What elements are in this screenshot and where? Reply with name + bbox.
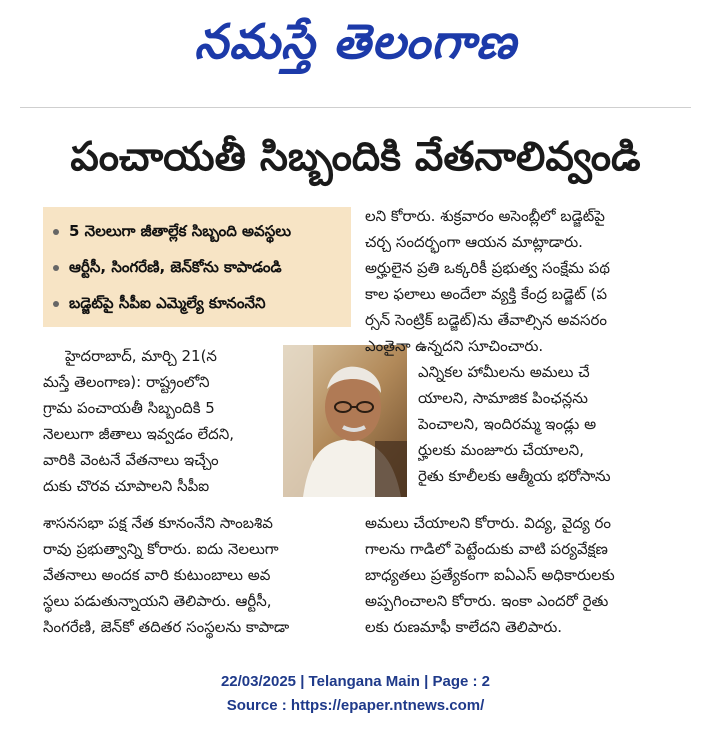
body-line: గాలను గాడిలో పెట్టేందుకు వాటి పర్యవేక్షణ	[365, 540, 608, 558]
masthead-logo: నమస్తే తెలంగాణ	[194, 14, 517, 70]
body-line: రైతు కూలీలకు ఆత్మీయ భరోసాను	[418, 467, 611, 485]
body-line: స్థలు పడుతున్నాయని తెలిపారు. ఆర్టీసీ,	[43, 592, 272, 610]
highlights-box	[43, 207, 351, 327]
body-line: రావు ప్రభుత్వాన్ని కోరారు. ఐదు నెలలుగా	[43, 540, 279, 558]
highlight-item	[53, 215, 351, 247]
body-line: లని కోరారు. శుక్రవారం అసెంబ్లీలో బడ్జెట్‌పై	[365, 207, 605, 225]
body-line: ఎన్నికల హామీలను అమలు చే	[418, 363, 590, 381]
highlight-item	[53, 251, 351, 283]
body-line: గ్రామ పంచాయతీ సిబ్బందికి 5	[43, 399, 215, 417]
body-line: నెలలుగా జీతాలు ఇవ్వడం లేదని,	[43, 425, 235, 443]
body-line: వేతనాలు అందక వారి కుటుంబాలు అవ	[43, 566, 271, 584]
body-line: ఎంతైనా ఉన్నదని సూచించారు.	[365, 337, 544, 355]
highlight-text: 5 నెలలుగా జీతాల్లేక సిబ్బంది అవస్థలు	[69, 222, 292, 240]
body-line: కాల ఫలాలు అందేలా వ్యక్తి కేంద్ర బడ్జెట్ (ప	[365, 285, 608, 303]
footer-source: Source : https://epaper.ntnews.com/	[226, 697, 485, 714]
body-line: ర్సన్ సెంట్రిక్ బడ్జెట్)ను తేవాల్సిన అవసరం	[365, 311, 608, 329]
legislator-photo	[283, 345, 407, 497]
body-line: అప్పగించాలని కోరారు. ఇంకా ఎందరో రైతు	[365, 592, 609, 610]
highlight-text: బడ్జెట్‌పై సీపీఐ ఎమ్మెల్యే కూనంనేని	[69, 294, 266, 312]
bullet-icon	[53, 265, 59, 271]
body-line: యాలని, సామాజిక పింఛన్లను	[418, 389, 588, 407]
body-line: సింగరేణి, జెన్‌కో తదితర సంస్థలను కాపాడా	[43, 618, 290, 636]
body-line: దుకు చొరవ చూపాలని సీపీఐ	[43, 477, 210, 495]
masthead-divider	[20, 107, 691, 108]
body-line: మస్తే తెలంగాణ): రాష్ట్రంలోని	[43, 373, 210, 391]
body-line: బాధ్యతలు ప్రత్యేకంగా ఐఏఎస్ అధికారులకు	[365, 566, 615, 584]
body-line: శాసనసభా పక్ష నేత కూనంనేని సాంబశివ	[43, 514, 273, 532]
body-line: వారికి వెంటనే వేతనాలు ఇచ్చేం	[43, 451, 219, 469]
footer-date-page: 22/03/2025 | Telangana Main | Page : 2	[220, 673, 491, 690]
body-line: చర్చ సందర్భంగా ఆయన మాట్లాడారు.	[365, 233, 583, 251]
article-headline: పంచాయతీ సిబ్బందికి వేతనాలివ్వండి	[70, 134, 641, 180]
highlight-item	[53, 287, 351, 319]
body-line: పెంచాలని, ఇందిరమ్మ ఇండ్లు అ	[418, 415, 597, 433]
highlight-text: ఆర్టీసీ, సింగరేణి, జెన్‌కోను కాపాడండి	[69, 258, 282, 276]
body-line: లకు రుణమాఫీ కాలేదని తెలిపారు.	[365, 618, 563, 636]
body-line: ర్హులకు మంజూరు చేయాలని,	[418, 441, 584, 459]
body-line: అమలు చేయాలని కోరారు. విద్య, వైద్య రం	[365, 514, 612, 532]
body-line: అర్హులైన ప్రతి ఒక్కరికీ ప్రభుత్వ సంక్షేమ పథ	[365, 259, 610, 277]
bullet-icon	[53, 301, 59, 307]
bullet-icon	[53, 229, 59, 235]
body-line: హైదరాబాద్, మార్చి 21(న	[65, 347, 217, 365]
